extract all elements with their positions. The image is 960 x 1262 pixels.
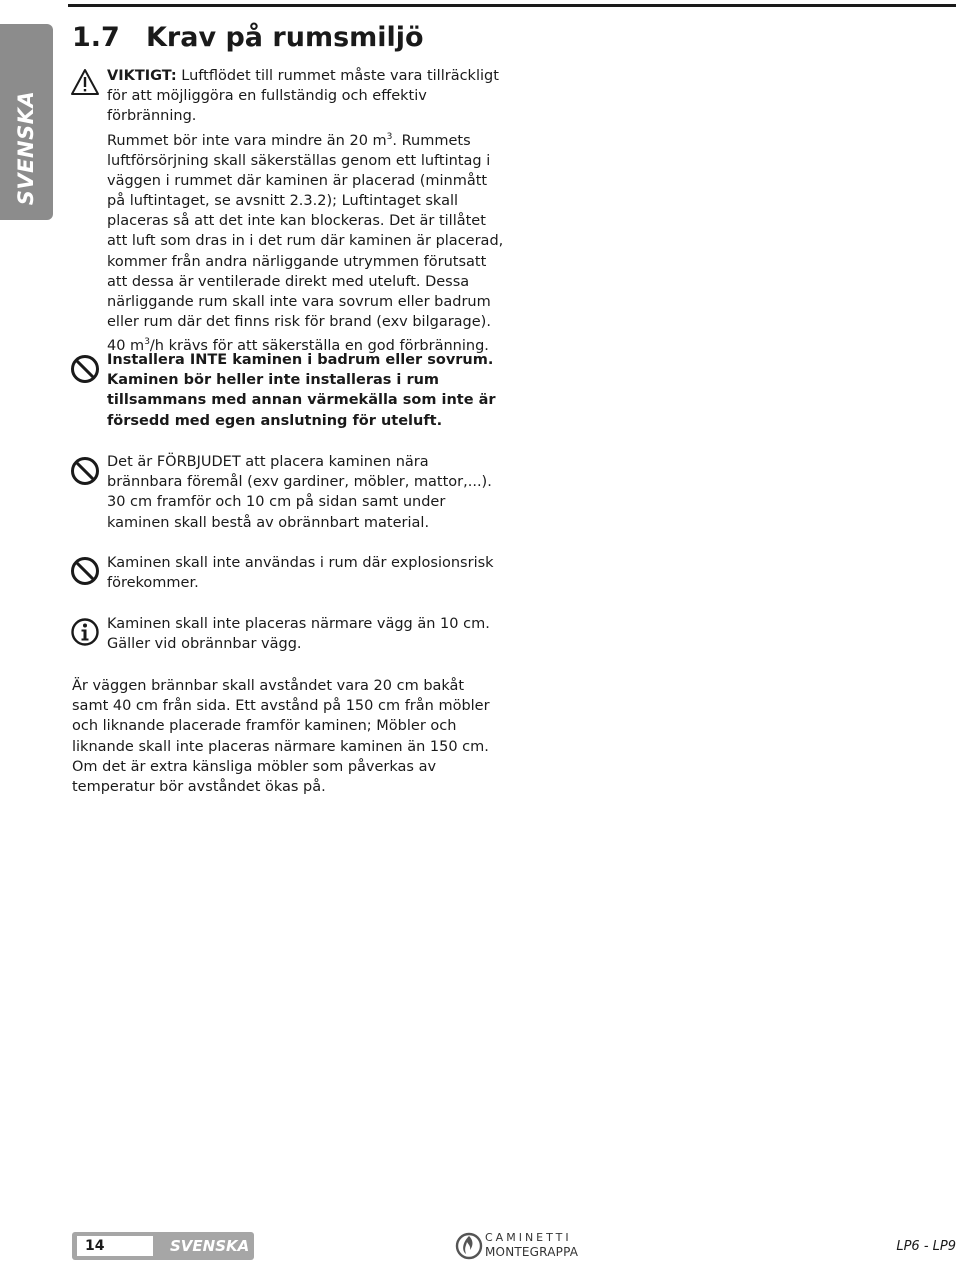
warning-text-3a: 40 m bbox=[107, 338, 145, 355]
footer-language: SVENSKA bbox=[170, 1237, 250, 1255]
section-number: 1.7 bbox=[72, 22, 120, 53]
page-number: 14 bbox=[77, 1236, 153, 1256]
brand-name-line1: CAMINETTI bbox=[485, 1231, 572, 1244]
language-side-tab bbox=[0, 24, 53, 220]
info-text: Kaminen skall inte placeras närmare vägg än 10 cm. Gäller vid obrännbar vägg. bbox=[107, 616, 490, 653]
warning-text-2b: . Rummets luftförsörjning skall säkerställas genom ett luftintag i väggen i rummet där kaminen är placerad (minmått på luftintaget, se avsnitt 2.3.2); Luftintaget skall placeras så att det inte kan blockeras. Det är tillåtet att luft som dras in i det rum där kaminen är placerad, kommer från andra närliggande utrymmen förutsatt att dessa är ventilerade direkt med uteluft. Dessa närliggande rum skall inte vara sovrum eller badrum eller rum där det finns risk för brand (exv bilgarage). bbox=[107, 132, 504, 331]
warning-paragraph-1 bbox=[107, 66, 505, 127]
prohibition-text-2: Det är FÖRBJUDET att placera kaminen nära brännbara föremål (exv gardiner, möbler, mattor,...). 30 cm framför och 10 cm på sidan samt under kaminen skall bestå av obrännbart material. bbox=[107, 454, 492, 531]
prohibited-icon bbox=[70, 354, 100, 384]
warning-text-2a: Rummet bör inte vara mindre än 20 m bbox=[107, 132, 387, 149]
warning-sup-1: 3 bbox=[386, 131, 393, 142]
warning-text-3b: /h krävs för att säkerställa en god förbränning. bbox=[149, 338, 489, 355]
footer-page-badge bbox=[72, 1232, 254, 1260]
prohibition-text-3: Kaminen skall inte användas i rum där explosionsrisk förekommer. bbox=[107, 555, 494, 592]
top-rule bbox=[68, 4, 956, 7]
prohibition-text-1: Installera INTE kaminen i badrum eller sovrum. Kaminen bör heller inte installeras i rum tillsammans med annan värmekälla som inte är försedd med egen anslutning för uteluft. bbox=[107, 352, 496, 429]
warning-block bbox=[107, 66, 505, 357]
warning-label: VIKTIGT: bbox=[107, 68, 177, 84]
warning-sup-2: 3 bbox=[144, 337, 150, 348]
side-tab-label: SVENSKA bbox=[14, 90, 38, 206]
footer-model: LP6 - LP9 bbox=[896, 1239, 956, 1254]
brand-name-line2: MONTEGRAPPA bbox=[485, 1245, 579, 1259]
section-heading: Krav på rumsmiljö bbox=[146, 22, 424, 53]
warning-triangle-icon bbox=[70, 67, 100, 97]
warning-text-1: Luftflödet till rummet måste vara tillräckligt för att möjliggöra en fullständig och effektiv förbränning. bbox=[107, 68, 499, 125]
prohibited-icon bbox=[70, 556, 100, 586]
info-icon bbox=[70, 617, 100, 647]
warning-paragraph-2 bbox=[107, 127, 505, 333]
bottom-paragraph: Är väggen brännbar skall avståndet vara 20 cm bakåt samt 40 cm från sida. Ett avstånd på 150 cm från möbler och liknande placerade framför kaminen; Möbler och liknande skall inte placeras närmare kaminen än 150 cm. Om det är extra känsliga möbler som påverkas av temperatur bör avståndet ökas på. bbox=[72, 678, 490, 796]
section-title bbox=[72, 22, 424, 53]
prohibited-icon bbox=[70, 456, 100, 486]
brand-flame-icon bbox=[455, 1230, 483, 1260]
brand-logo bbox=[455, 1228, 605, 1262]
